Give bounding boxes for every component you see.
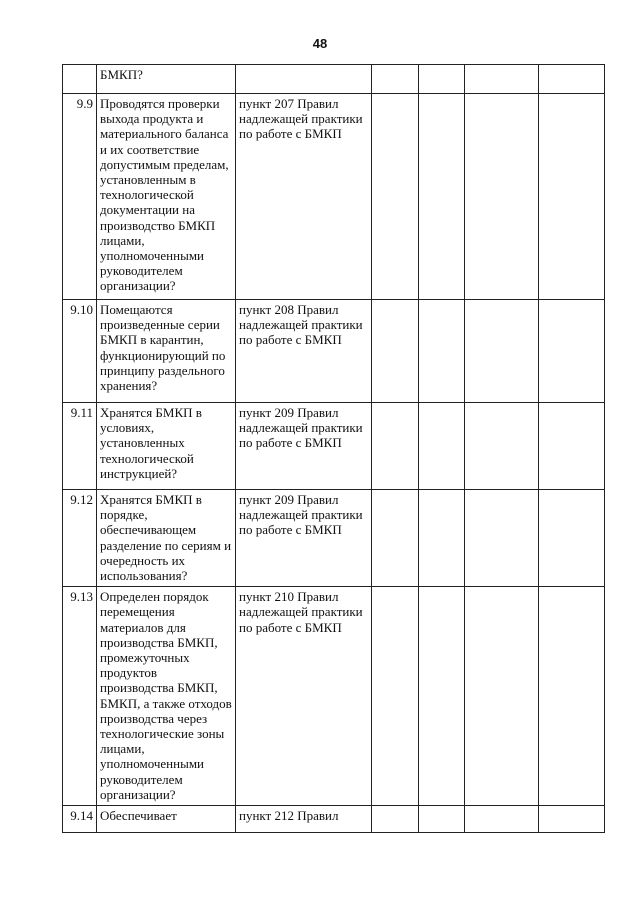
legal-reference [236,65,372,94]
not-applicable-cell [465,300,539,403]
answer-yes-cell [372,94,419,300]
table-row [63,300,605,403]
answer-no-cell [419,65,465,94]
requirement-question: Помещаются произведенные серии БМКП в карантин, функционирующий по принципу раздельного хранения? [97,300,236,403]
legal-reference: пункт 208 Правил надлежащей практики по работе с БМКП [236,300,372,403]
not-applicable-cell [465,587,539,806]
page-number: 48 [312,36,328,51]
requirement-question: Хранятся БМКП в порядке, обеспечивающем разделение по сериям и очередность их использования? [97,490,236,587]
legal-reference: пункт 207 Правил надлежащей практики по работе с БМКП [236,94,372,300]
legal-reference: пункт 209 Правил надлежащей практики по работе с БМКП [236,490,372,587]
item-number: 9.11 [63,403,97,490]
table-row [63,403,605,490]
answer-yes-cell [372,806,419,833]
not-applicable-cell [465,94,539,300]
answer-yes-cell [372,300,419,403]
checklist-table [62,64,605,833]
answer-no-cell [419,94,465,300]
answer-no-cell [419,490,465,587]
note-cell [539,587,605,806]
note-cell [539,806,605,833]
requirement-question: Обеспечивает [97,806,236,833]
requirement-question: Определен порядок перемещения материалов для производства БМКП, промежуточных продуктов производства БМКП, БМКП, а также отходов производства через технологические зоны лицами, уполномоченными руководителем организации? [97,587,236,806]
legal-reference: пункт 212 Правил [236,806,372,833]
requirement-question: Проводятся проверки выхода продукта и материального баланса и их соответствие допустимым пределам, установленным в технологической документации на производство БМКП лицами, уполномоченными руководителем организации? [97,94,236,300]
table-row [63,490,605,587]
item-number [63,65,97,94]
answer-no-cell [419,806,465,833]
item-number: 9.10 [63,300,97,403]
item-number: 9.13 [63,587,97,806]
requirement-question: БМКП? [97,65,236,94]
not-applicable-cell [465,403,539,490]
table-row [63,65,605,94]
note-cell [539,403,605,490]
table-row [63,587,605,806]
table-row [63,806,605,833]
item-number: 9.9 [63,94,97,300]
item-number: 9.12 [63,490,97,587]
answer-yes-cell [372,403,419,490]
answer-yes-cell [372,490,419,587]
item-number: 9.14 [63,806,97,833]
legal-reference: пункт 210 Правил надлежащей практики по работе с БМКП [236,587,372,806]
table-row [63,94,605,300]
note-cell [539,65,605,94]
answer-yes-cell [372,65,419,94]
not-applicable-cell [465,65,539,94]
answer-yes-cell [372,587,419,806]
requirement-question: Хранятся БМКП в условиях, установленных технологической инструкцией? [97,403,236,490]
note-cell [539,300,605,403]
not-applicable-cell [465,490,539,587]
legal-reference: пункт 209 Правил надлежащей практики по работе с БМКП [236,403,372,490]
note-cell [539,490,605,587]
answer-no-cell [419,403,465,490]
answer-no-cell [419,300,465,403]
answer-no-cell [419,587,465,806]
note-cell [539,94,605,300]
not-applicable-cell [465,806,539,833]
